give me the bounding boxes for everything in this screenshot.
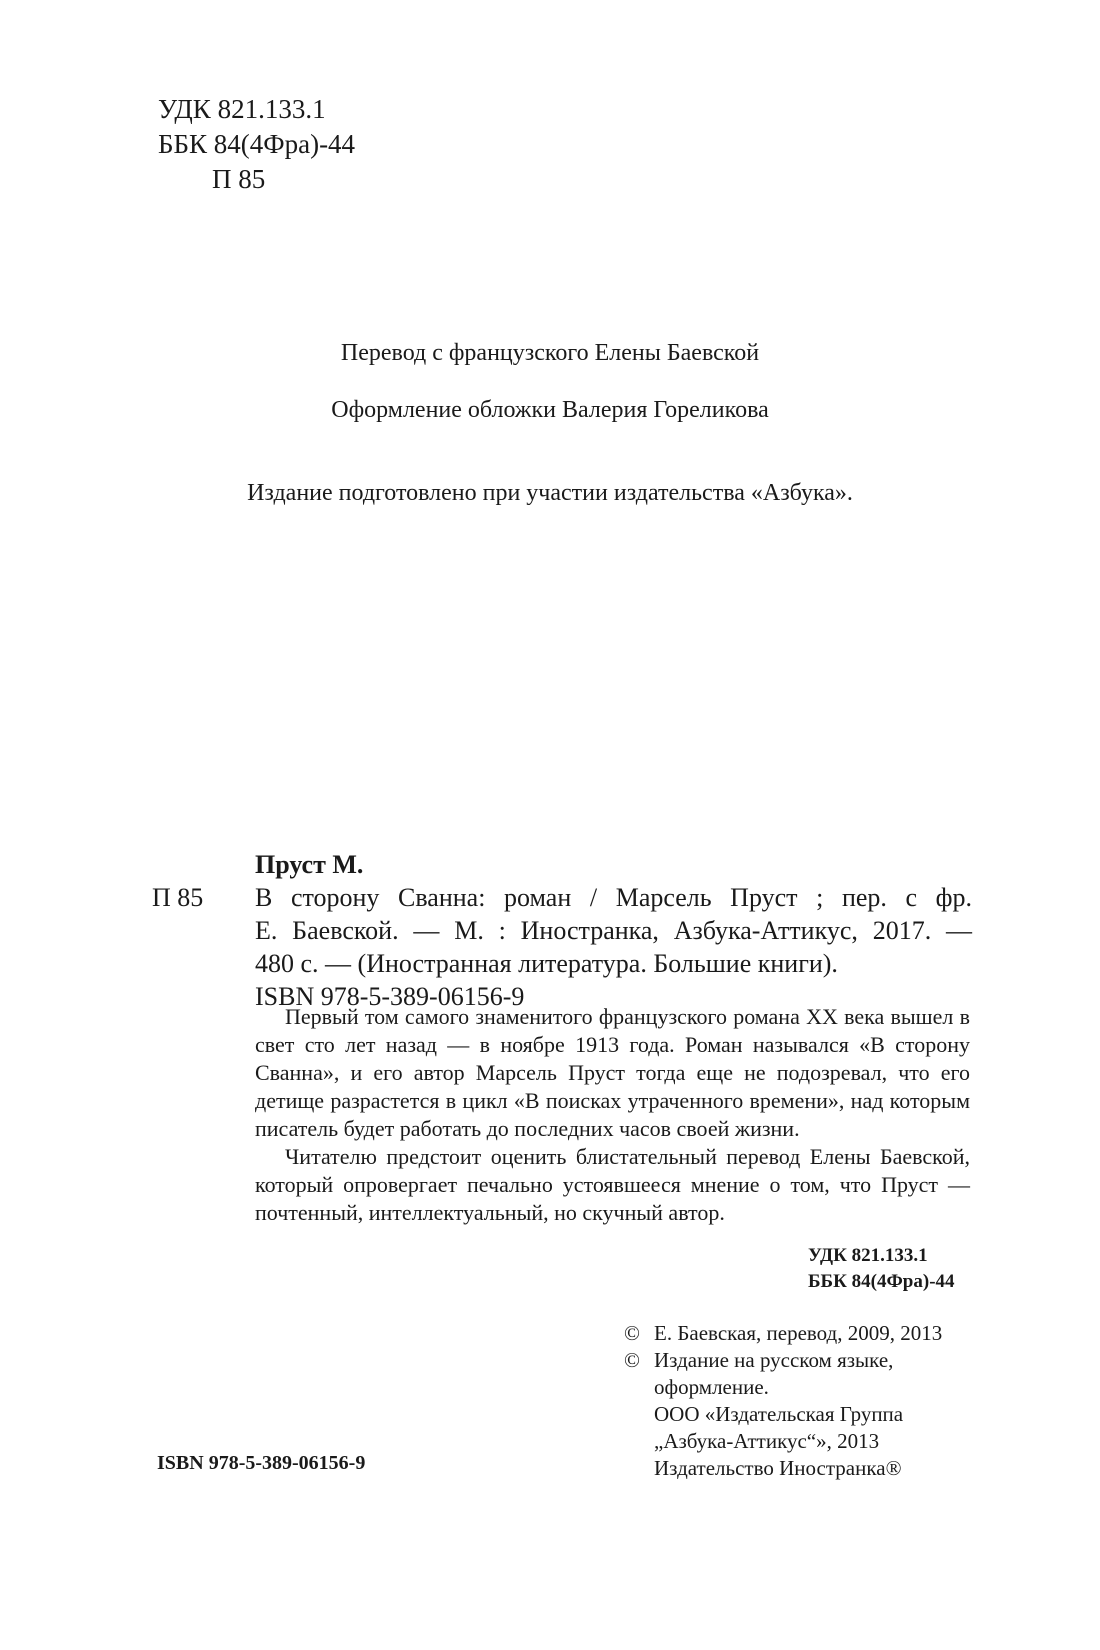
copyright-icon: © bbox=[624, 1321, 640, 1345]
isbn-footer: ISBN 978-5-389-06156-9 bbox=[157, 1452, 366, 1474]
copyright-line: оформление. bbox=[654, 1375, 769, 1399]
record-isbn: ISBN 978-5-389-06156-9 bbox=[255, 982, 525, 1011]
copyright-line: Издательство Иностранка® bbox=[654, 1456, 902, 1480]
copyright-line: Издание на русском языке, bbox=[654, 1348, 894, 1372]
record-author-sign: П 85 bbox=[152, 883, 204, 912]
record-author: Пруст М. bbox=[255, 850, 364, 879]
cover-design-credit: Оформление обложки Валерия Гореликова bbox=[331, 397, 769, 423]
author-sign: П 85 bbox=[212, 164, 266, 194]
classification-block bbox=[158, 92, 355, 197]
copyright-line: „Азбука-Аттикус“», 2013 bbox=[654, 1429, 880, 1453]
record-line: 480 с. — (Иностранная литература. Большие книги). bbox=[255, 949, 838, 978]
bbk-code: ББК 84(4Фра)-44 bbox=[158, 129, 356, 159]
record-line: Е. Баевской. — М. : Иностранка, Азбука-Аттикус, 2017. — bbox=[255, 916, 972, 945]
translation-credit: Перевод с французского Елены Баевской bbox=[340, 340, 760, 366]
copyright-line: Е. Баевская, перевод, 2009, 2013 bbox=[654, 1321, 943, 1345]
annotation-paragraph: Читателю предстоит оценить блистательный перевод Елены Баевской, который опровергает печально устоявшееся мнение о том, что Пруст — почтенный, интеллектуальный, но скучный автор. bbox=[255, 1144, 970, 1225]
annotation bbox=[255, 1003, 970, 1227]
record-line: В сторону Сванна: роман / Марсель Пруст ; пер. с фр. bbox=[255, 883, 972, 912]
udk-code-footer: УДК 821.133.1 bbox=[808, 1245, 928, 1266]
bibliographic-record bbox=[152, 848, 972, 1013]
udk-code: УДК 821.133.1 bbox=[158, 94, 326, 124]
annotation-paragraph: Первый том самого знаменитого французского романа XX века вышел в свет сто лет назад — в ноябре 1913 года. Роман назывался «В сторону Сванна», и его автор Марсель Пруст тогда еще не подозревал, что его детище разрастется в цикл «В поисках утраченного времени», над которым писатель будет работать до последних часов своей жизни. bbox=[255, 1004, 970, 1141]
bbk-code-footer: ББК 84(4Фра)-44 bbox=[808, 1271, 955, 1292]
copyright-block bbox=[624, 1320, 942, 1482]
copyright-line: ООО «Издательская Группа bbox=[654, 1402, 904, 1426]
edition-note: Издание подготовлено при участии издательства «Азбука». bbox=[247, 480, 853, 506]
copyright-icon: © bbox=[624, 1348, 640, 1372]
classification-footer bbox=[808, 1243, 955, 1295]
